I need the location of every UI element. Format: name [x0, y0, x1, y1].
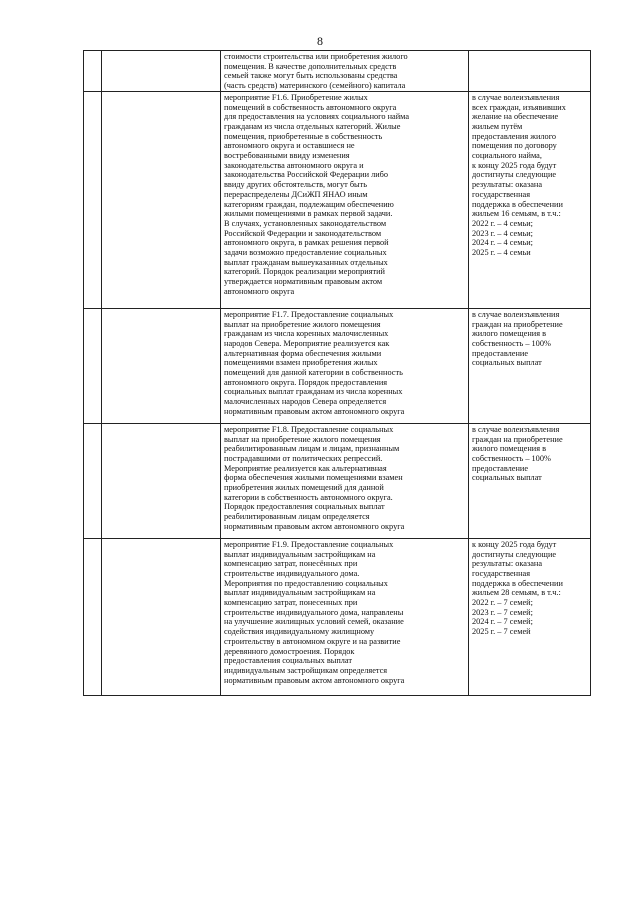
measure-result: в случае волеизъявления всех граждан, изъявивших желание на обеспечение жильем путём предоставления жилого помещения по договору социального найма, к концу 2025 года будут достигнуты следующие результаты: оказана государственная поддержка в обеспечении жильем 16 семьям, в т.ч.: 2022 г. – 4 семьи; 2023 г. – 4 семьи; 2024 г. – 4 семьи; 2025 г. – 4 семьи	[469, 91, 591, 308]
number-cell	[84, 91, 102, 308]
number-cell	[84, 538, 102, 695]
number-cell	[84, 423, 102, 538]
measure-result: в случае волеизъявления граждан на приобретение жилого помещения в собственность – 100% предоставление социальных выплат	[469, 423, 591, 538]
measure-description: мероприятие F1.9. Предоставление социальных выплат индивидуальным застройщикам на компенсацию затрат, понесённых при строительстве индивидуального дома. Мероприятия по предоставлению социальных выплат индивидуальным застройщикам на компенсацию затрат, понесенных при строительстве индивидуального дома, направлены на улучшение жилищных условий семей, оказание содействия индивидуальному жилищному строительству в автономном округе и на развитие деревянного домостроения. Порядок предоставления социальных выплат индивидуальным застройщикам определяется нормативным правовым актом автономного округа	[221, 538, 469, 695]
measure-result: к концу 2025 года будут достигнуты следующие результаты: оказана государственная поддержка в обеспечении жильем 28 семьям, в т.ч.: 2022 г. – 7 семей; 2023 г. – 7 семей; 2024 г. – 7 семей; 2025 г. – 7 семей	[469, 538, 591, 695]
measure-description: стоимости строительства или приобретения жилого помещения. В качестве дополнительных средств семьей также могут быть использованы средства (часть средств) материнского (семейного) капитала	[221, 51, 469, 92]
task-cell	[102, 51, 221, 92]
table-row	[84, 308, 591, 423]
table-row	[84, 51, 591, 92]
measures-table	[83, 50, 591, 696]
measure-description: мероприятие F1.7. Предоставление социальных выплат на приобретение жилого помещения гражданам из числа коренных малочисленных народов Севера. Мероприятие реализуется как альтернативная форма обеспечения жилыми помещениями взамен приобретения жилых помещений для данной категории в собственность автономного округа. Порядок предоставления социальных выплат гражданам из числа коренных малочисленных народов Севера определяется нормативным правовым актом автономного округа	[221, 308, 469, 423]
measure-result	[469, 51, 591, 92]
measure-description: мероприятие F1.8. Предоставление социальных выплат на приобретение жилого помещения реабилитированным лицам и лицам, признанным пострадавшими от политических репрессий. Мероприятие реализуется как альтернативная форма обеспечения жилыми помещениями взамен приобретения жилых помещений для данной категории в собственность автономного округа. Порядок предоставления социальных выплат реабилитированным лицам определяется нормативным правовым актом автономного округа	[221, 423, 469, 538]
task-cell	[102, 91, 221, 308]
task-cell	[102, 538, 221, 695]
table-row	[84, 538, 591, 695]
page-number: 8	[317, 34, 323, 48]
number-cell	[84, 308, 102, 423]
task-cell	[102, 423, 221, 538]
table-row	[84, 423, 591, 538]
measure-description: мероприятие F1.6. Приобретение жилых помещений в собственность автономного округа для предоставления на условиях социального найма гражданам из числа отдельных категорий. Жилые помещения, приобретенные в собственность автономного округа и оставшиеся не востребованными ввиду изменения законодательства автономного округа и законодательства Российской Федерации либо ввиду других обстоятельств, могут быть перераспределены ДСиЖП ЯНАО иным категориям граждан, подлежащим обеспечению жилыми помещениями в рамках первой задачи. В случаях, установленных законодательством Российской Федерации и законодательством автономного округа, в рамках решения первой задачи возможно предоставление социальных выплат гражданам вышеуказанных отдельных категорий. Порядок реализации мероприятий утверждается нормативным правовым актом автономного округа	[221, 91, 469, 308]
task-cell	[102, 308, 221, 423]
number-cell	[84, 51, 102, 92]
measure-result: в случае волеизъявления граждан на приобретение жилого помещения в собственность – 100% предоставление социальных выплат	[469, 308, 591, 423]
table-row	[84, 91, 591, 308]
